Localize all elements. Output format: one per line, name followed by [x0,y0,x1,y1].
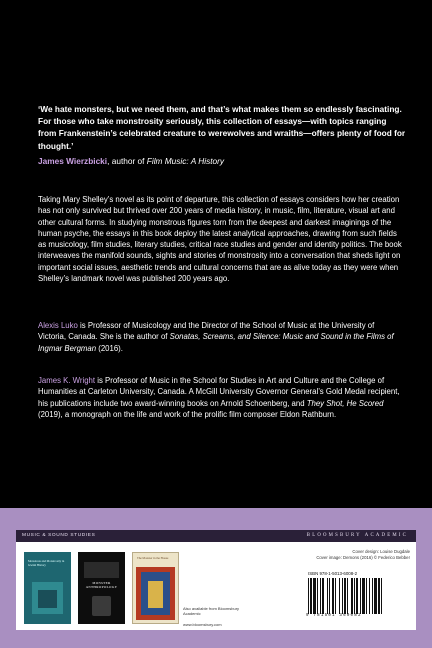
bio-name: Alexis Luko [38,321,78,330]
book-artwork [32,582,63,614]
related-book-title: The Monster in the House [137,556,169,560]
bio-name: James K. Wright [38,376,96,385]
bio-james-wright [38,375,402,420]
bio-text: is Professor of Music in the School for Studies in Art and Culture and the College of Humanities at Carleton University, Canada. A McGill University Governor General’s Gold Medal recipient, his publications include two award-winning books on Arnold Schoenberg, and [38,376,400,408]
endorser-book: Film Music: A History [146,156,225,166]
isbn-label: ISBN 978-1-5013-6008-2 [308,571,358,576]
book-artwork [84,562,119,578]
cover-credits [316,549,410,560]
book-artwork [136,567,175,620]
bio-tail: (2019), a monograph on the life and work of the prolific film composer Eldon Rathburn. [38,409,337,419]
book-description: Taking Mary Shelley’s novel as its point of departure, this collection of essays considers how her creation has not only survived but thrived over 200 years of media history, in music, film, literature, visual art and other cultural forms. In studying monstrous figures torn from the deepest and darkest imaginings of the human psyche, the essays in this book deploy the latest analytical approaches, drawing from such fields as musicology, film studies, literary studies, critical race studies and gender and identity politics. The book interweaves the manifold sounds, sights and stories of monstrosity into a conversation that sheds light on important social issues, aesthetic trends and cultural concerns that are as alive today as they were when Shelley’s landmark novel was published 200 years ago. [38,195,402,284]
endorsement-attribution [38,155,406,167]
related-book-title: MONSTER ANTHROPOLOGY [85,581,118,589]
endorsement-quote: ‘We hate monsters, but we need them, and that’s what makes them so endlessly fascinating. For those who take monstrosity seriously, this collection of essays—with topics ranging from Frankenstein’s celebrated creature to werewolves and wraiths—offers plenty of food for thought.’ [38,104,406,151]
barcode-digits: 9 781501 360082 [306,614,362,618]
publisher-website: www.bloomsbury.com [183,622,222,627]
endorser-name: James Wierzbicki [38,156,108,166]
cover-design-credit: Cover design: Louise Dugdale [352,549,410,554]
related-book-cover [78,552,125,624]
endorser-role: , author of [107,156,147,166]
bio-text: is Professor of Musicology and the Director of the School of Music at the University of Victoria, Canada. She is the author of [38,321,375,342]
series-label: MUSIC & SOUND STUDIES [22,533,96,538]
publisher-name: BLOOMSBURY ACADEMIC [306,533,408,538]
related-book-title: Monstrous and Monstrosity in Jewish History [28,559,65,567]
cover-image-credit: Cover image: Demons (2016) © Federico Bebber [316,554,410,560]
bio-alexis-luko [38,320,402,354]
bio-tail: (2016). [96,343,123,353]
barcode-icon [306,578,414,614]
related-book-cover [24,552,71,624]
also-available-text: Also available from Bloomsbury Academic [183,606,240,616]
series-bar [16,530,416,542]
bio-book: They Shot, He Scored [306,398,384,408]
related-book-cover [132,552,179,624]
book-artwork [92,596,111,616]
bio-book: Sonatas, Screams, and Silence: Music and Sound in the Films of Ingmar Bergman [38,332,394,353]
